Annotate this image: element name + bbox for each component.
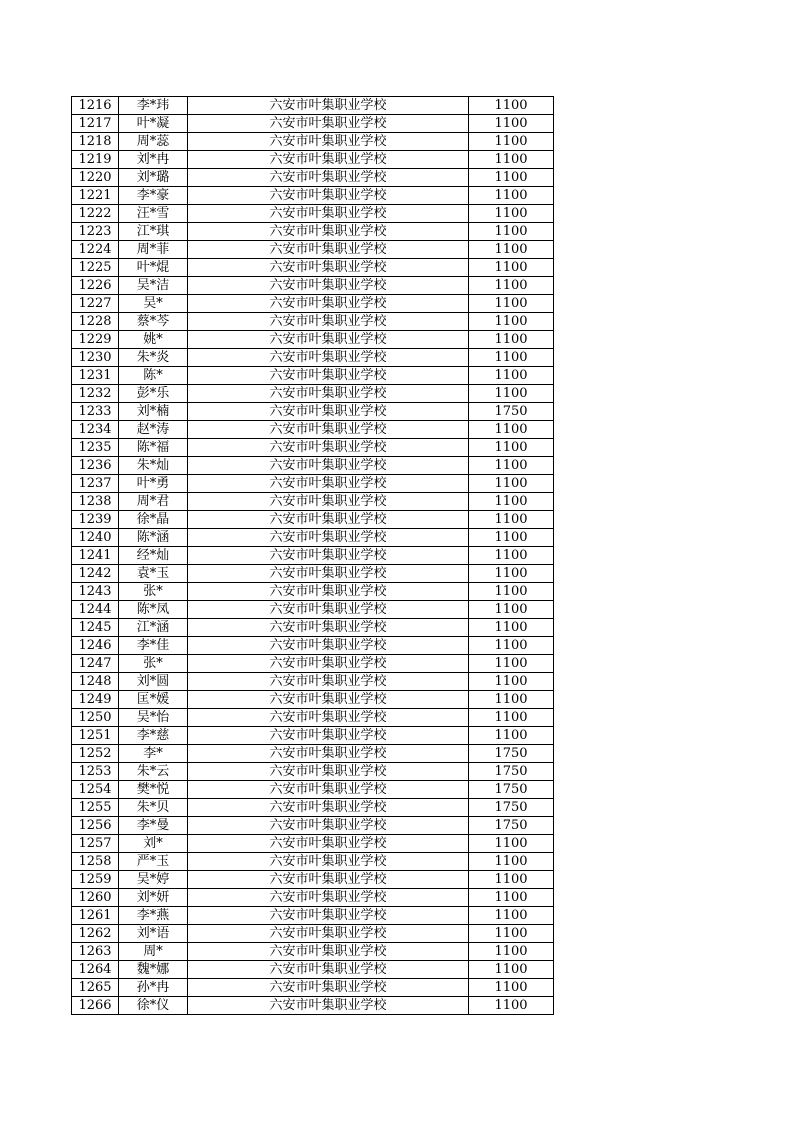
table-row [72,277,554,295]
amount-cell: 1100 [469,457,554,475]
school-name-cell: 六安市叶集职业学校 [188,601,469,619]
student-name-cell: 周* [119,943,188,961]
amount-cell: 1100 [469,367,554,385]
student-name-cell: 朱*云 [119,763,188,781]
table-row [72,637,554,655]
school-name-cell: 六安市叶集职业学校 [188,835,469,853]
school-name-cell: 六安市叶集职业学校 [188,187,469,205]
row-number-cell: 1246 [72,637,119,655]
row-number-cell: 1242 [72,565,119,583]
table-row [72,115,554,133]
student-name-cell: 周*君 [119,493,188,511]
row-number-cell: 1244 [72,601,119,619]
amount-cell: 1100 [469,961,554,979]
student-name-cell: 周*菲 [119,241,188,259]
student-name-cell: 汪*雪 [119,205,188,223]
student-name-cell: 樊*悦 [119,781,188,799]
table-row [72,799,554,817]
amount-cell: 1100 [469,223,554,241]
row-number-cell: 1218 [72,133,119,151]
school-name-cell: 六安市叶集职业学校 [188,637,469,655]
student-name-cell: 叶*焜 [119,259,188,277]
student-name-cell: 严*玉 [119,853,188,871]
school-name-cell: 六安市叶集职业学校 [188,457,469,475]
row-number-cell: 1257 [72,835,119,853]
school-name-cell: 六安市叶集职业学校 [188,871,469,889]
amount-cell: 1100 [469,673,554,691]
table-row [72,565,554,583]
student-name-cell: 徐*晶 [119,511,188,529]
school-name-cell: 六安市叶集职业学校 [188,943,469,961]
table-row [72,457,554,475]
table-row [72,673,554,691]
table-row [72,349,554,367]
school-name-cell: 六安市叶集职业学校 [188,691,469,709]
amount-cell: 1100 [469,277,554,295]
amount-cell: 1100 [469,169,554,187]
row-number-cell: 1231 [72,367,119,385]
row-number-cell: 1229 [72,331,119,349]
table-row [72,493,554,511]
table-row [72,259,554,277]
school-name-cell: 六安市叶集职业学校 [188,259,469,277]
student-name-cell: 叶*勇 [119,475,188,493]
row-number-cell: 1237 [72,475,119,493]
row-number-cell: 1265 [72,979,119,997]
student-name-cell: 吴*婷 [119,871,188,889]
row-number-cell: 1263 [72,943,119,961]
table-row [72,763,554,781]
amount-cell: 1750 [469,781,554,799]
table-row [72,943,554,961]
table-row [72,781,554,799]
row-number-cell: 1243 [72,583,119,601]
row-number-cell: 1240 [72,529,119,547]
table-row [72,853,554,871]
school-name-cell: 六安市叶集职业学校 [188,853,469,871]
row-number-cell: 1226 [72,277,119,295]
student-name-cell: 蔡*芩 [119,313,188,331]
table-row [72,439,554,457]
row-number-cell: 1260 [72,889,119,907]
table-row [72,223,554,241]
amount-cell: 1100 [469,547,554,565]
school-name-cell: 六安市叶集职业学校 [188,133,469,151]
student-name-cell: 吴*怡 [119,709,188,727]
amount-cell: 1100 [469,475,554,493]
amount-cell: 1100 [469,295,554,313]
school-name-cell: 六安市叶集职业学校 [188,979,469,997]
student-name-cell: 陈* [119,367,188,385]
row-number-cell: 1220 [72,169,119,187]
student-name-cell: 彭*乐 [119,385,188,403]
row-number-cell: 1233 [72,403,119,421]
student-name-cell: 袁*玉 [119,565,188,583]
row-number-cell: 1228 [72,313,119,331]
row-number-cell: 1219 [72,151,119,169]
school-name-cell: 六安市叶集职业学校 [188,619,469,637]
table-row [72,691,554,709]
student-name-cell: 张* [119,655,188,673]
school-name-cell: 六安市叶集职业学校 [188,475,469,493]
table-row [72,187,554,205]
table-row [72,169,554,187]
school-name-cell: 六安市叶集职业学校 [188,925,469,943]
school-name-cell: 六安市叶集职业学校 [188,295,469,313]
amount-cell: 1100 [469,871,554,889]
row-number-cell: 1217 [72,115,119,133]
school-name-cell: 六安市叶集职业学校 [188,169,469,187]
school-name-cell: 六安市叶集职业学校 [188,817,469,835]
student-name-cell: 陈*福 [119,439,188,457]
school-name-cell: 六安市叶集职业学校 [188,205,469,223]
amount-cell: 1100 [469,331,554,349]
amount-cell: 1750 [469,799,554,817]
amount-cell: 1100 [469,385,554,403]
row-number-cell: 1258 [72,853,119,871]
row-number-cell: 1238 [72,493,119,511]
amount-cell: 1100 [469,709,554,727]
table-row [72,619,554,637]
student-name-cell: 刘*楠 [119,403,188,421]
student-name-cell: 江*琪 [119,223,188,241]
row-number-cell: 1250 [72,709,119,727]
student-name-cell: 朱*贝 [119,799,188,817]
amount-cell: 1100 [469,601,554,619]
amount-cell: 1100 [469,493,554,511]
student-name-cell: 张* [119,583,188,601]
row-number-cell: 1248 [72,673,119,691]
row-number-cell: 1232 [72,385,119,403]
row-number-cell: 1239 [72,511,119,529]
amount-cell: 1100 [469,853,554,871]
table-row [72,511,554,529]
amount-cell: 1100 [469,421,554,439]
row-number-cell: 1259 [72,871,119,889]
student-name-cell: 李*燕 [119,907,188,925]
school-name-cell: 六安市叶集职业学校 [188,367,469,385]
row-number-cell: 1256 [72,817,119,835]
amount-cell: 1100 [469,151,554,169]
student-name-cell: 刘*妍 [119,889,188,907]
student-name-cell: 朱*灿 [119,457,188,475]
amount-cell: 1100 [469,313,554,331]
row-number-cell: 1236 [72,457,119,475]
student-name-cell: 刘*语 [119,925,188,943]
amount-cell: 1100 [469,565,554,583]
school-name-cell: 六安市叶集职业学校 [188,223,469,241]
amount-cell: 1100 [469,637,554,655]
amount-cell: 1100 [469,115,554,133]
row-number-cell: 1216 [72,97,119,115]
school-name-cell: 六安市叶集职业学校 [188,745,469,763]
school-name-cell: 六安市叶集职业学校 [188,151,469,169]
amount-cell: 1100 [469,439,554,457]
amount-cell: 1100 [469,583,554,601]
row-number-cell: 1245 [72,619,119,637]
amount-cell: 1100 [469,925,554,943]
table-row [72,475,554,493]
table-row [72,925,554,943]
row-number-cell: 1249 [72,691,119,709]
table-body [72,97,554,1015]
student-name-cell: 李*玮 [119,97,188,115]
school-name-cell: 六安市叶集职业学校 [188,727,469,745]
row-number-cell: 1221 [72,187,119,205]
amount-cell: 1100 [469,259,554,277]
student-name-cell: 陈*涵 [119,529,188,547]
student-name-cell: 李*曼 [119,817,188,835]
subsidy-table [71,96,554,1015]
student-name-cell: 刘*璐 [119,169,188,187]
student-name-cell: 叶*凝 [119,115,188,133]
school-name-cell: 六安市叶集职业学校 [188,529,469,547]
row-number-cell: 1223 [72,223,119,241]
table-row [72,241,554,259]
table-row [72,655,554,673]
school-name-cell: 六安市叶集职业学校 [188,907,469,925]
amount-cell: 1100 [469,727,554,745]
row-number-cell: 1234 [72,421,119,439]
row-number-cell: 1264 [72,961,119,979]
amount-cell: 1100 [469,529,554,547]
student-name-cell: 李* [119,745,188,763]
table-row [72,295,554,313]
student-name-cell: 赵*涛 [119,421,188,439]
table-row [72,133,554,151]
school-name-cell: 六安市叶集职业学校 [188,313,469,331]
row-number-cell: 1230 [72,349,119,367]
table-row [72,97,554,115]
amount-cell: 1100 [469,889,554,907]
school-name-cell: 六安市叶集职业学校 [188,385,469,403]
row-number-cell: 1255 [72,799,119,817]
amount-cell: 1100 [469,133,554,151]
student-name-cell: 刘* [119,835,188,853]
student-name-cell: 朱*炎 [119,349,188,367]
amount-cell: 1750 [469,745,554,763]
amount-cell: 1100 [469,349,554,367]
school-name-cell: 六安市叶集职业学校 [188,331,469,349]
table-row [72,313,554,331]
student-name-cell: 周*蕊 [119,133,188,151]
row-number-cell: 1251 [72,727,119,745]
table-row [72,709,554,727]
amount-cell: 1100 [469,655,554,673]
amount-cell: 1100 [469,835,554,853]
row-number-cell: 1227 [72,295,119,313]
school-name-cell: 六安市叶集职业学校 [188,889,469,907]
row-number-cell: 1235 [72,439,119,457]
amount-cell: 1100 [469,943,554,961]
table-row [72,367,554,385]
school-name-cell: 六安市叶集职业学校 [188,799,469,817]
table-row [72,601,554,619]
amount-cell: 1100 [469,619,554,637]
table-row [72,403,554,421]
table-row [72,331,554,349]
school-name-cell: 六安市叶集职业学校 [188,97,469,115]
amount-cell: 1100 [469,997,554,1015]
row-number-cell: 1222 [72,205,119,223]
school-name-cell: 六安市叶集职业学校 [188,349,469,367]
table-row [72,835,554,853]
student-name-cell: 孙*冉 [119,979,188,997]
school-name-cell: 六安市叶集职业学校 [188,655,469,673]
student-name-cell: 经*灿 [119,547,188,565]
amount-cell: 1750 [469,403,554,421]
table-row [72,817,554,835]
amount-cell: 1100 [469,979,554,997]
table-row [72,871,554,889]
table-row [72,889,554,907]
school-name-cell: 六安市叶集职业学校 [188,565,469,583]
row-number-cell: 1261 [72,907,119,925]
row-number-cell: 1241 [72,547,119,565]
school-name-cell: 六安市叶集职业学校 [188,763,469,781]
row-number-cell: 1262 [72,925,119,943]
amount-cell: 1750 [469,817,554,835]
student-name-cell: 匡*媛 [119,691,188,709]
amount-cell: 1100 [469,97,554,115]
student-name-cell: 刘*冉 [119,151,188,169]
student-name-cell: 李*慈 [119,727,188,745]
amount-cell: 1100 [469,241,554,259]
student-name-cell: 江*涵 [119,619,188,637]
student-name-cell: 姚* [119,331,188,349]
school-name-cell: 六安市叶集职业学校 [188,403,469,421]
student-name-cell: 李*佳 [119,637,188,655]
amount-cell: 1100 [469,511,554,529]
table-row [72,997,554,1015]
table-row [72,745,554,763]
table-row [72,529,554,547]
school-name-cell: 六安市叶集职业学校 [188,493,469,511]
row-number-cell: 1266 [72,997,119,1015]
row-number-cell: 1224 [72,241,119,259]
school-name-cell: 六安市叶集职业学校 [188,277,469,295]
school-name-cell: 六安市叶集职业学校 [188,115,469,133]
row-number-cell: 1252 [72,745,119,763]
table-row [72,151,554,169]
school-name-cell: 六安市叶集职业学校 [188,781,469,799]
student-name-cell: 陈*凤 [119,601,188,619]
amount-cell: 1100 [469,187,554,205]
table-row [72,385,554,403]
table-row [72,583,554,601]
school-name-cell: 六安市叶集职业学校 [188,961,469,979]
school-name-cell: 六安市叶集职业学校 [188,997,469,1015]
table-row [72,727,554,745]
student-name-cell: 徐*仪 [119,997,188,1015]
amount-cell: 1750 [469,763,554,781]
amount-cell: 1100 [469,205,554,223]
row-number-cell: 1225 [72,259,119,277]
school-name-cell: 六安市叶集职业学校 [188,709,469,727]
school-name-cell: 六安市叶集职业学校 [188,439,469,457]
amount-cell: 1100 [469,691,554,709]
student-name-cell: 魏*娜 [119,961,188,979]
school-name-cell: 六安市叶集职业学校 [188,673,469,691]
student-name-cell: 吴* [119,295,188,313]
school-name-cell: 六安市叶集职业学校 [188,421,469,439]
table-row [72,205,554,223]
row-number-cell: 1247 [72,655,119,673]
row-number-cell: 1253 [72,763,119,781]
school-name-cell: 六安市叶集职业学校 [188,583,469,601]
row-number-cell: 1254 [72,781,119,799]
student-name-cell: 李*豪 [119,187,188,205]
amount-cell: 1100 [469,907,554,925]
school-name-cell: 六安市叶集职业学校 [188,241,469,259]
table-row [72,421,554,439]
table-row [72,547,554,565]
table-row [72,907,554,925]
table-row [72,979,554,997]
student-name-cell: 吴*洁 [119,277,188,295]
table-row [72,961,554,979]
school-name-cell: 六安市叶集职业学校 [188,547,469,565]
student-name-cell: 刘*圆 [119,673,188,691]
school-name-cell: 六安市叶集职业学校 [188,511,469,529]
